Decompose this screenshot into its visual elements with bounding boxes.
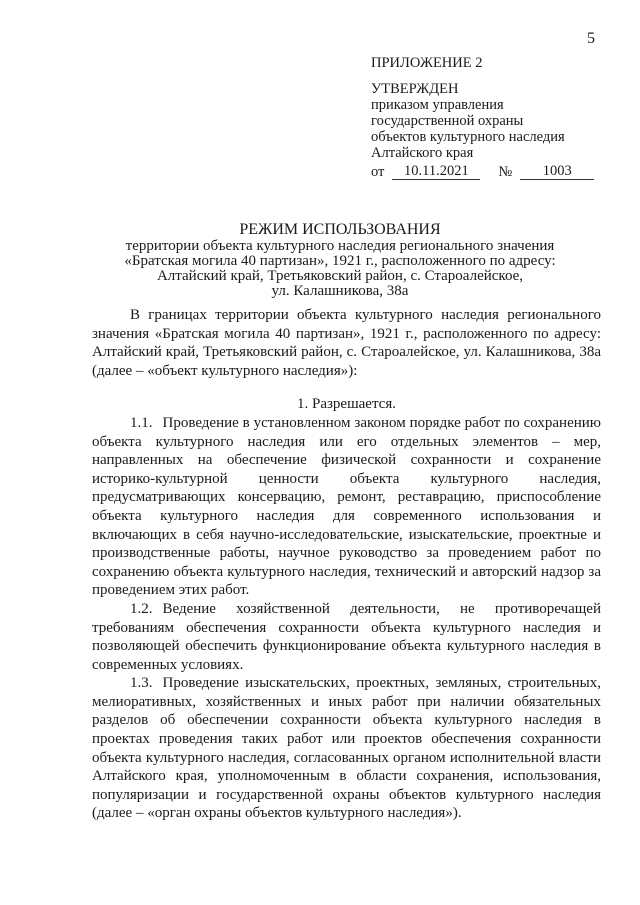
subtitle-line: ул. Калашникова, 38а [271,283,409,299]
subtitle-line: Алтайский край, Третьяковский район, с. Староалейское, [156,268,524,284]
approval-number: 1003 [520,163,594,180]
approval-line: государственной охраны [371,113,524,129]
item-number: 1.3. [130,675,153,692]
approval-block [371,55,611,180]
item-number: 1.2. [130,600,153,617]
subtitle-line: «Братская могила 40 партизан», 1921 г., расположенного по адресу: [124,253,556,269]
list-item [92,414,601,600]
list-item [92,600,601,674]
number-sign: № [498,164,513,180]
list-item [92,674,601,823]
document-body [92,306,601,823]
approval-stamp: УТВЕРЖДЕН [371,81,459,97]
item-text: Проведение в установленном законом порядке работ по сохранению объекта культурного наследия или его отдельных элементов – мер, направленных на обеспечение физической сохранности и сохранение историко-культурной ценности объекта культурного наследия, предусматривающих консервацию, ремонт, реставрацию, приспособление объекта культурного наследия для современного использования и включающих в себя научно-исследовательские, изыскательские, проектные и производственные работы, научное руководство за проведением работ по сохранению объекта культурного наследия, технический и авторский надзор за проведением этих работ. [92,414,601,599]
approval-date-row [371,163,611,180]
intro-paragraph: В границах территории объекта культурного наследия регионального значения «Братская могила 40 партизан», 1921 г., расположенного по адресу: Алтайский край, Третьяковский район, с. Староалейское, ул. Калашникова, 38а (далее – «объект культурного наследия»): [92,307,601,379]
item-text: Ведение хозяйственной деятельности, не противоречащей требованиям обеспечения сохранности объекта культурного наследия и позволяющей обеспечить функционирование объекта культурного наследия в современных условиях. [92,600,601,673]
item-text: Проведение изыскательских, проектных, земляных, строительных, мелиоративных, хозяйственных и иных работ при наличии обязательных разделов об обеспечении сохранности объекта культурного наследия в проектах проведения таких работ или проектов обеспечения сохранности объекта культурного наследия, согласованных органом исполнительной власти Алтайского края, уполномоченным в области сохранения, использования, популяризации и государственной охраны объектов культурного наследия (далее – «орган охраны объектов культурного наследия»). [92,675,601,822]
document-title: РЕЖИМ ИСПОЛЬЗОВАНИЯ [239,221,441,238]
section-heading: 1. Разрешается. [297,396,396,413]
approval-date: 10.11.2021 [392,163,480,180]
approval-line: объектов культурного наследия [371,129,565,145]
approval-line: приказом управления [371,97,504,113]
approval-line: Алтайского края [371,145,474,161]
page-number: 5 [587,30,595,47]
appendix-title: ПРИЛОЖЕНИЕ 2 [371,55,483,71]
subtitle-line: территории объекта культурного наследия регионального значения [125,238,555,254]
date-prefix: от [371,164,385,180]
document-title-block [90,222,590,299]
item-number: 1.1. [130,414,153,431]
